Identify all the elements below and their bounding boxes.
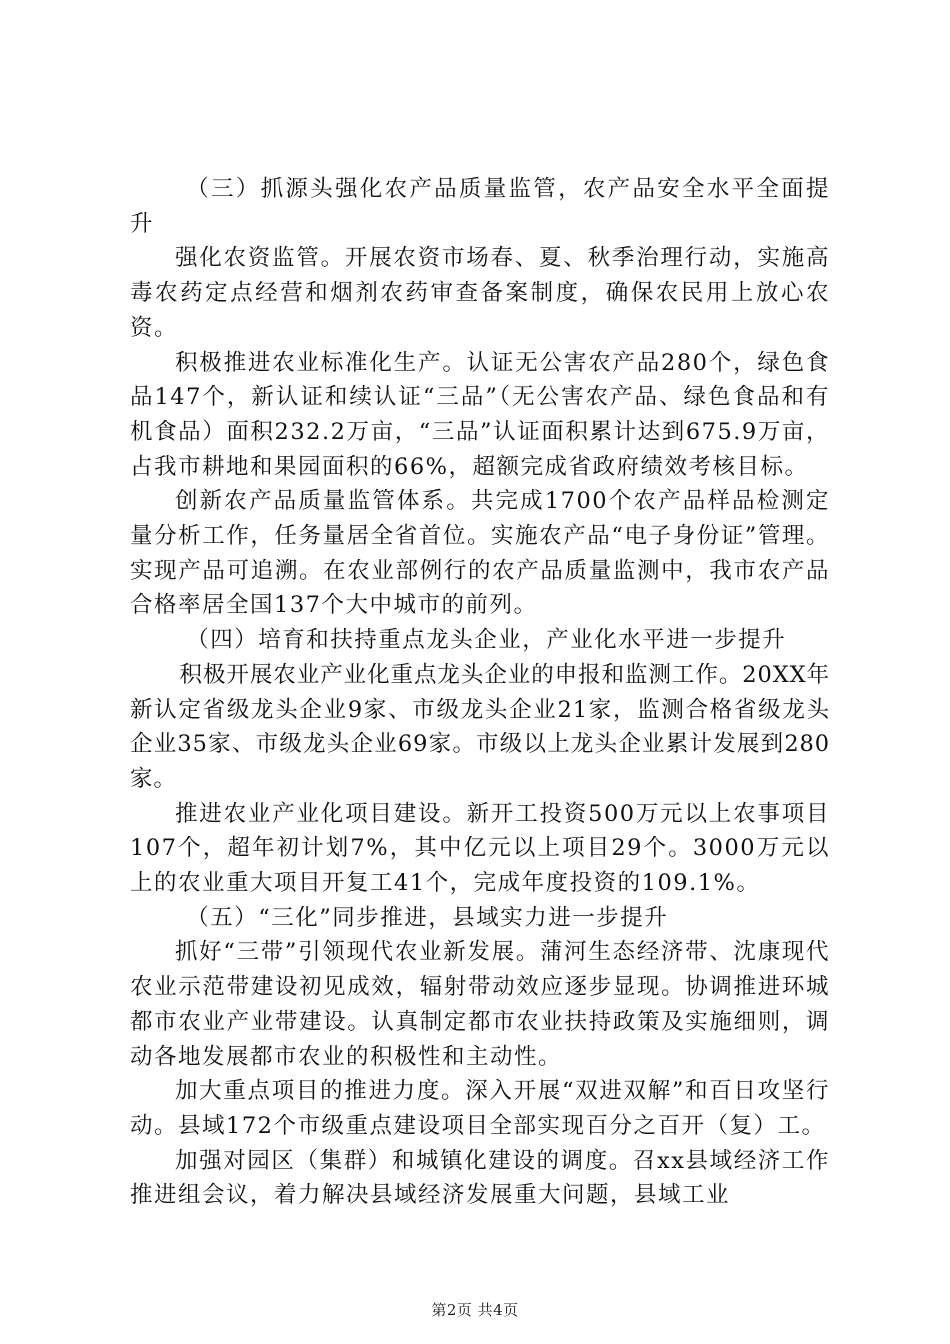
section-heading-3: （三）抓源头强化农产品质量监管，农产品安全水平全面提升 [130,176,830,237]
paragraph: 抓好“三带”引领现代农业新发展。蒲河生态经济带、沈康现代农业示范带建设初见成效，辐射带动效应逐步显现。协调推进环城都市农业产业带建设。认真制定都市农业扶持政策及实施细则，调动各地发展都市农业的积极性和主动性。 [130,939,830,1070]
paragraph: 加大重点项目的推进力度。深入开展“双进双解”和百日攻坚行动。县域172个市级重点建设项目全部实现百分之百开（复）工。 [130,1078,830,1139]
section-heading-4: （四）培育和扶持重点龙头企业，产业化水平进一步提升 [186,627,787,654]
paragraph: 积极开展农业产业化重点龙头企业的申报和监测工作。20XX年新认定省级龙头企业9家、市级龙头企业21家，监测合格省级龙头企业35家、市级龙头企业69家。市级以上龙头企业累计发展到280家。 [130,661,830,792]
paragraph: 强化农资监管。开展农资市场春、夏、秋季治理行动，实施高毒农药定点经营和烟剂农药审查备案制度，确保农民用上放心农资。 [130,245,830,341]
paragraph: 积极推进农业标准化生产。认证无公害农产品280个，绿色食品147个，新认证和续认证“三品”（无公害农产品、绿色食品和有机食品）面积232.2万亩，“三品”认证面积累计达到675.9万亩，占我市耕地和果园面积的66%，超额完成省政府绩效考核目标。 [130,349,830,480]
paragraph: 加强对园区（集群）和城镇化建设的调度。召xx县域经济工作推进组会议，着力解决县域经济发展重大问题，县域工业 [130,1147,830,1209]
paragraph: 创新农产品质量监管体系。共完成1700个农产品样品检测定量分析工作，任务量居全省首位。实施农产品“电子身份证”管理。实现产品可追溯。在农业部例行的农产品质量监测中，我市农产品合格率居全国137个大中城市的前列。 [130,488,830,619]
page-number-footer: 第2页 共4页 [431,1301,519,1319]
paragraph: 推进农业产业化项目建设。新开工投资500万元以上农事项目107个，超年初计划7%，其中亿元以上项目29个。3000万元以上的农业重大项目开复工41个，完成年度投资的109.1%。 [130,800,830,897]
document-body [130,172,830,1213]
section-heading-5: （五）“三化”同步推进，县域实力进一步提升 [186,904,669,931]
